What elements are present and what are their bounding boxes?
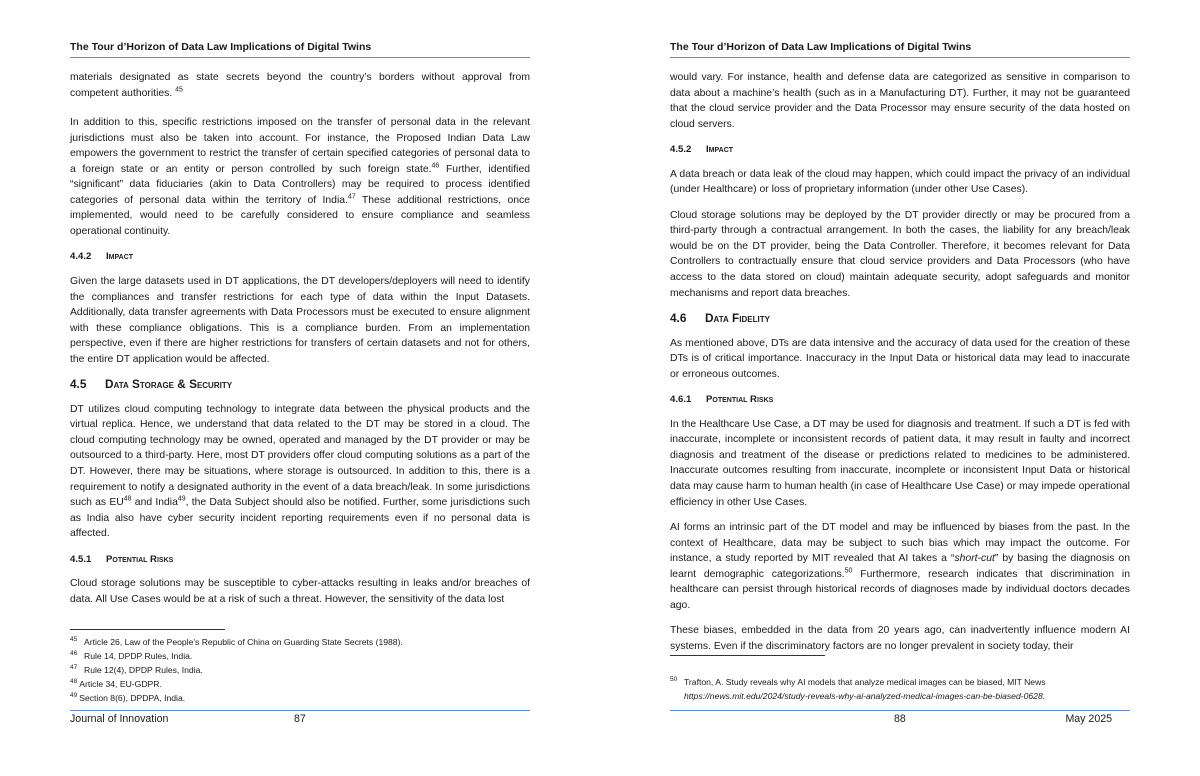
section-heading-4-6: 4.6 Data Fidelity bbox=[670, 311, 770, 326]
section-heading-4-6-1: 4.6.1 Potential Risks bbox=[670, 394, 774, 406]
paragraph: In the Healthcare Use Case, a DT may be used for diagnosis and treatment. If such a DT is fed with inaccurate, incomplete or inconsistent records of patient data, it may result in faulty and incorrect diagnosis and treatment of the disease or predictions related to medicines to be administered. Inaccurate outcomes resulting from inaccurate, incomplete or inconsistent Input Data or historical data may cause harm to human health (in case of Healthcare Use Case) or may impede operational efficiency in other Use Cases. bbox=[670, 418, 1130, 508]
footnote: 50 Trafton, A. Study reveals why AI models that analyze medical images can be biased, MIT News bbox=[670, 676, 1046, 687]
left-page bbox=[70, 0, 530, 776]
footnote-ref: 49 bbox=[177, 495, 186, 503]
left-page-body bbox=[70, 70, 530, 617]
section-heading-4-5: 4.5 Data Storage & Security bbox=[70, 377, 233, 392]
paragraph: A data breach or data leak of the cloud may happen, which could impact the privacy of an individual (under Healthcare) or loss of proprietary information (under other Use Cases). bbox=[670, 168, 1130, 196]
paragraph: AI forms an intrinsic part of the DT model and may be influenced by biases from the past. In the context of Healthcare, data may be subject to such bias which may impact the outcome. For instance, a study reported by MIT revealed that AI takes a “short-cut” by basing the diagnosis on learnt demographic categorizations.$^{50}$ Furthermore, research indicates that discrimination in healthcare can persist through historical records of diagnoses made by individual doctors decades ago. bbox=[670, 522, 1130, 611]
footnote: $^{48}$ Article 34, EU-GDPR. bbox=[70, 678, 162, 689]
issue-date: May 2025 bbox=[1065, 713, 1112, 725]
footnote: 46 Rule 14, DPDP Rules, India. bbox=[70, 650, 193, 661]
footnote: $^{49}$ Section 8(6), DPDPA, India. bbox=[70, 692, 186, 703]
section-heading-4-5-2: 4.5.2 Impact bbox=[670, 144, 734, 156]
footnotes bbox=[670, 675, 1130, 703]
footnote-ref: 48 bbox=[123, 495, 132, 503]
page-number: 87 bbox=[294, 713, 306, 725]
paragraph: would vary. For instance, health and defense data are categorized as sensitive in comparison to data about a machine’s health (such as in a Manufacturing DT). Further, it may not be guaranteed that the cloud service provider and the Data Processor may ensure security of the data hosted on cloud servers. bbox=[670, 72, 1130, 130]
footnote-rule bbox=[670, 655, 825, 656]
footnote-rule bbox=[70, 629, 225, 630]
journal-name: Journal of Innovation bbox=[70, 713, 169, 725]
running-header: The Tour d’Horizon of Data Law Implications of Digital Twins bbox=[670, 41, 1130, 58]
footnote: 45 Article 26, Law of the People's Republic of China on Guarding State Secrets (1988). bbox=[70, 636, 403, 647]
footnotes bbox=[70, 635, 530, 705]
paragraph: In addition to this, specific restrictions imposed on the transfer of personal data in the relevant jurisdictions must also be taken into account. For instance, the Proposed Indian Data Law empowers the government to restrict the transfer of certain specified categories of personal data to a foreign state or an entity or person controlled by such foreign state.$^{46}$ Further, identified “significant” data fiduciaries (akin to Data Controllers) may be required to process identified categories of personal data within the territory of India.$^{47}$ These additional restrictions, once implemented, would need to be carefully considered to ensure compliance and seamless operational continuity. bbox=[70, 117, 531, 237]
page-number: 88 bbox=[894, 713, 906, 725]
section-heading-4-4-2: 4.4.2 Impact bbox=[70, 251, 134, 263]
paragraph: These biases, embedded in the data from 20 years ago, can inadvertently influence modern AI systems. Even if the discriminatory factors are no longer prevalent in society today, their bbox=[670, 625, 1130, 652]
footnote-ref: 47 bbox=[347, 193, 356, 201]
footnote-url[interactable]: https://news.mit.edu/2024/study-reveals-why-ai-analyzed-medical-images-can-be-biased-0628. bbox=[684, 691, 1046, 701]
paragraph: materials designated as state secrets beyond the country’s borders without approval from competent authorities. $^{45}$ bbox=[70, 72, 530, 99]
page-footer bbox=[70, 710, 530, 729]
paragraph: Cloud storage solutions may be susceptible to cyber-attacks resulting in leaks and/or breaches of data. All Use Cases would be at a risk of such a threat. However, the sensitivity of the data lost bbox=[70, 578, 530, 605]
right-page-body bbox=[670, 70, 1130, 665]
page-footer bbox=[670, 710, 1130, 729]
running-header: The Tour d’Horizon of Data Law Implications of Digital Twins bbox=[70, 41, 530, 58]
paragraph: Given the large datasets used in DT applications, the DT developers/deployers will need to identify the compliances and transfer restrictions for each type of data within the Input Datasets. Additionally, data transfer agreements with Data Processors must be executed to ensure alignment with these compliance obligations. This is a compliance burden. From an implementation perspective, even if there are higher restrictions for transfers of certain datasets and not for others, the entire DT application would be affected. bbox=[70, 276, 530, 365]
footnote: 47 Rule 12(4), DPDP Rules, India. bbox=[70, 664, 203, 675]
paragraph: DT utilizes cloud computing technology to integrate data between the physical products and the virtual replica. Hence, we understand that data related to the DT may be stored in a cloud. The cloud computing technology may be owned, operated and managed by the DT provider or may be outsourced to a third-party. Here, most DT providers offer cloud computing solutions as a part of the DT. However, there may be situations, where storage is outsourced. In addition to this, there is a requirement to notify a designated authority in the event of a data breach/leak. In some jurisdictions such as EU$^{48}$ and India$^{49}$, the Data Subject should also be notified. Further, some jurisdictions such as India also have cyber security incident reporting requirements even if no personal data is affected. bbox=[70, 403, 530, 540]
footnote-ref: 50 bbox=[844, 567, 853, 575]
paragraph: As mentioned above, DTs are data intensive and the accuracy of data used for the creation of these DTs is of critical importance. Inaccuracy in the Input Data or historical data may lead to inaccurate or erroneous outcomes. bbox=[670, 337, 1130, 380]
footnote-ref: 46 bbox=[431, 162, 440, 170]
paragraph: Cloud storage solutions may be deployed by the DT provider directly or may be procured from a third-party through a contractual arrangement. In both the cases, the liability for any breach/leak would be on the DT provider, being the Data Controller. Therefore, it becomes relevant for Data Controllers to contractually ensure that cloud service providers and Data Processors (who have access to the data stored on cloud) maintain adequate security, adopt safeguards and monitor mechanisms and report data breaches. bbox=[670, 209, 1130, 299]
section-heading-4-5-1: 4.5.1 Potential Risks bbox=[70, 553, 174, 565]
footnote-ref: 45 bbox=[175, 86, 183, 94]
right-page bbox=[670, 0, 1130, 776]
